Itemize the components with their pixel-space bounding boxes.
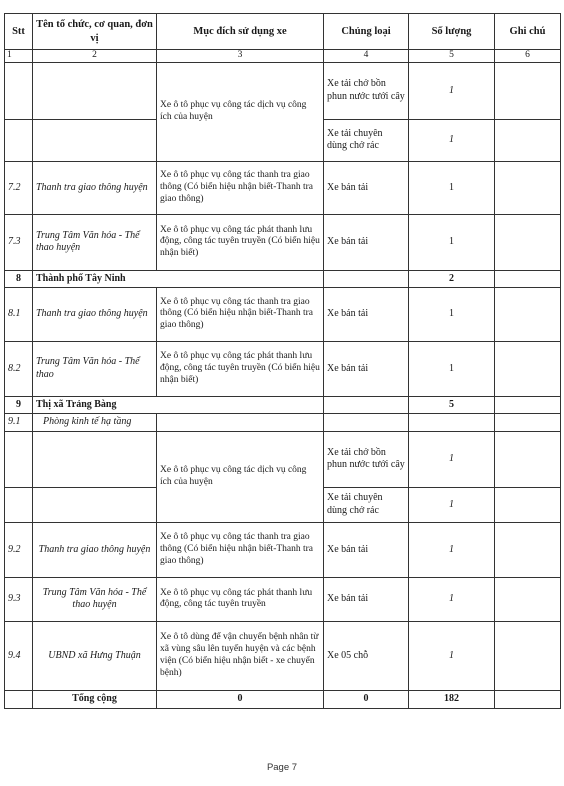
stt-cell bbox=[5, 62, 33, 119]
table-row bbox=[5, 214, 561, 270]
header-note: Ghi chú bbox=[495, 14, 561, 50]
type-cell: Xe bán tải bbox=[324, 522, 409, 577]
purpose-cell: Xe ô tô phục vụ công tác dịch vụ công ích của huyện bbox=[157, 431, 324, 522]
table-row bbox=[5, 413, 561, 431]
stt-cell: 9.1 bbox=[5, 413, 33, 431]
purpose-cell: Xe ô tô phục vụ công tác dịch vụ công ích của huyện bbox=[157, 62, 324, 161]
table-row bbox=[5, 431, 561, 487]
note-cell bbox=[495, 487, 561, 522]
org-cell: Thanh tra giao thông huyện bbox=[33, 161, 157, 214]
note-cell bbox=[495, 270, 561, 287]
stt-cell bbox=[5, 487, 33, 522]
quantity-cell: 1 bbox=[409, 287, 495, 341]
type-cell: Xe bán tải bbox=[324, 341, 409, 396]
org-cell: Thanh tra giao thông huyện bbox=[33, 287, 157, 341]
group-row bbox=[5, 396, 561, 413]
stt-cell bbox=[5, 431, 33, 487]
total-quantity: 182 bbox=[409, 690, 495, 708]
table-row bbox=[5, 62, 561, 119]
quantity-cell: 5 bbox=[409, 396, 495, 413]
quantity-cell: 1 bbox=[409, 621, 495, 690]
stt-cell: 8.2 bbox=[5, 341, 33, 396]
type-cell: Xe bán tải bbox=[324, 577, 409, 621]
total-purpose: 0 bbox=[157, 690, 324, 708]
table-row bbox=[5, 577, 561, 621]
purpose-cell: Xe ô tô phục vụ công tác thanh tra giao thông (Có biển hiệu nhận biết-Thanh tra giao thông) bbox=[157, 522, 324, 577]
quantity-cell: 1 bbox=[409, 214, 495, 270]
note-cell bbox=[495, 341, 561, 396]
quantity-cell: 1 bbox=[409, 62, 495, 119]
header-row bbox=[5, 14, 561, 50]
type-cell: Xe bán tải bbox=[324, 214, 409, 270]
org-cell bbox=[33, 431, 157, 487]
stt-cell: 9.4 bbox=[5, 621, 33, 690]
column-number: 4 bbox=[324, 50, 409, 63]
column-number: 6 bbox=[495, 50, 561, 63]
quantity-cell: 1 bbox=[409, 522, 495, 577]
stt-cell: 8.1 bbox=[5, 287, 33, 341]
purpose-cell: Xe ô tô phục vụ công tác thanh tra giao thông (Có biển hiệu nhận biết-Thanh tra giao thông) bbox=[157, 287, 324, 341]
purpose-cell: Xe ô tô phục vụ công tác phát thanh lưu động, công tác tuyên truyền (Có biển hiệu nhận biết) bbox=[157, 341, 324, 396]
quantity-cell: 1 bbox=[409, 161, 495, 214]
type-cell: Xe tải chở bồn phun nước tưới cây bbox=[324, 431, 409, 487]
note-cell bbox=[495, 287, 561, 341]
header-type: Chủng loại bbox=[324, 14, 409, 50]
header-stt: Stt bbox=[5, 14, 33, 50]
note-cell bbox=[495, 214, 561, 270]
org-cell bbox=[33, 62, 157, 119]
column-number: 3 bbox=[157, 50, 324, 63]
org-cell: Trung Tâm Văn hóa - Thể thao bbox=[33, 341, 157, 396]
org-cell: Trung Tâm Văn hóa - Thể thao huyện bbox=[33, 214, 157, 270]
type-cell: Xe tải chở bồn phun nước tưới cây bbox=[324, 62, 409, 119]
stt-cell: 9 bbox=[5, 396, 33, 413]
type-cell: Xe bán tải bbox=[324, 161, 409, 214]
note-cell bbox=[495, 62, 561, 119]
vehicle-table bbox=[4, 13, 561, 709]
org-cell bbox=[33, 487, 157, 522]
type-cell: Xe tải chuyên dùng chở rác bbox=[324, 119, 409, 161]
type-cell: Xe bán tải bbox=[324, 287, 409, 341]
note-cell bbox=[495, 522, 561, 577]
stt-cell bbox=[5, 690, 33, 708]
note-cell bbox=[495, 119, 561, 161]
stt-cell: 9.3 bbox=[5, 577, 33, 621]
purpose-cell: Xe ô tô dùng để vận chuyển bệnh nhân từ xã vùng sâu lên tuyến huyện và các bệnh viện (Có biển hiệu nhận biết - xe chuyển bệnh) bbox=[157, 621, 324, 690]
purpose-cell: Xe ô tô phục vụ công tác phát thanh lưu động, công tác tuyên truyền (Có biển hiệu nhận biết) bbox=[157, 214, 324, 270]
note-cell bbox=[495, 396, 561, 413]
total-label: Tổng cộng bbox=[33, 690, 157, 708]
note-cell bbox=[495, 690, 561, 708]
note-cell bbox=[495, 431, 561, 487]
stt-cell: 9.2 bbox=[5, 522, 33, 577]
quantity-cell: 1 bbox=[409, 577, 495, 621]
table-row bbox=[5, 621, 561, 690]
org-cell bbox=[33, 119, 157, 161]
quantity-cell: 1 bbox=[409, 431, 495, 487]
quantity-cell: 1 bbox=[409, 341, 495, 396]
column-number-row bbox=[5, 50, 561, 63]
note-cell bbox=[495, 413, 561, 431]
type-cell bbox=[324, 396, 409, 413]
org-cell: Trung Tâm Văn hóa - Thể thao huyện bbox=[33, 577, 157, 621]
table-row bbox=[5, 522, 561, 577]
purpose-cell bbox=[157, 413, 324, 431]
org-cell: UBND xã Hưng Thuận bbox=[33, 621, 157, 690]
purpose-cell: Xe ô tô phục vụ công tác phát thanh lưu động, công tác tuyên truyền bbox=[157, 577, 324, 621]
quantity-cell: 1 bbox=[409, 119, 495, 161]
group-row bbox=[5, 270, 561, 287]
table-row bbox=[5, 161, 561, 214]
total-type: 0 bbox=[324, 690, 409, 708]
table-row bbox=[5, 287, 561, 341]
stt-cell bbox=[5, 119, 33, 161]
quantity-cell bbox=[409, 413, 495, 431]
table-row bbox=[5, 341, 561, 396]
note-cell bbox=[495, 161, 561, 214]
group-name: Thị xã Trảng Bàng bbox=[33, 396, 324, 413]
type-cell bbox=[324, 413, 409, 431]
header-org: Tên tổ chức, cơ quan, đơn vị bbox=[33, 14, 157, 50]
note-cell bbox=[495, 577, 561, 621]
column-number: 1 bbox=[5, 50, 33, 63]
header-purpose: Mục đích sử dụng xe bbox=[157, 14, 324, 50]
quantity-cell: 1 bbox=[409, 487, 495, 522]
purpose-cell: Xe ô tô phục vụ công tác thanh tra giao thông (Có biển hiệu nhận biết-Thanh tra giao thông) bbox=[157, 161, 324, 214]
org-cell: Phòng kinh tế hạ tầng bbox=[33, 413, 157, 431]
note-cell bbox=[495, 621, 561, 690]
stt-cell: 7.2 bbox=[5, 161, 33, 214]
stt-cell: 7.3 bbox=[5, 214, 33, 270]
quantity-cell: 2 bbox=[409, 270, 495, 287]
total-row bbox=[5, 690, 561, 708]
column-number: 2 bbox=[33, 50, 157, 63]
column-number: 5 bbox=[409, 50, 495, 63]
stt-cell: 8 bbox=[5, 270, 33, 287]
type-cell: Xe 05 chỗ bbox=[324, 621, 409, 690]
group-name: Thành phố Tây Ninh bbox=[33, 270, 324, 287]
type-cell: Xe tải chuyên dùng chở rác bbox=[324, 487, 409, 522]
org-cell: Thanh tra giao thông huyện bbox=[33, 522, 157, 577]
type-cell bbox=[324, 270, 409, 287]
page-number: Page 7 bbox=[266, 762, 298, 773]
header-quantity: Số lượng bbox=[409, 14, 495, 50]
